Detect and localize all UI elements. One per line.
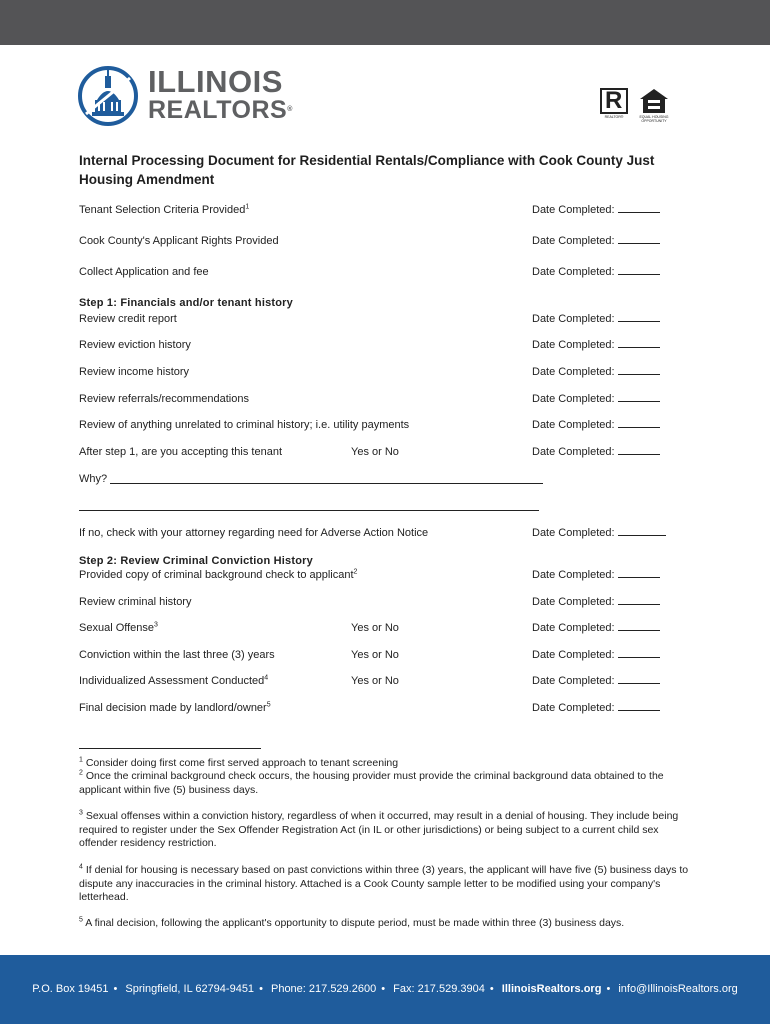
date-completed-field[interactable]: Date Completed: — [532, 674, 660, 688]
footnote-divider — [79, 748, 261, 749]
row-unrelated-history: Review of anything unrelated to criminal history; i.e. utility payments — [79, 419, 410, 431]
step1-heading: Step 1: Financials and/or tenant history — [79, 297, 293, 309]
date-completed-field[interactable]: Date Completed: — [532, 621, 660, 635]
yes-no-choice[interactable]: Yes or No — [351, 622, 399, 634]
equal-housing-caption: EQUAL HOUSING OPPORTUNITY — [639, 115, 669, 123]
row-eviction-history: Review eviction history — [79, 339, 191, 351]
date-completed-field[interactable]: Date Completed: — [532, 701, 660, 715]
date-completed-field[interactable]: Date Completed: — [532, 265, 660, 279]
date-completed-field[interactable]: Date Completed: — [532, 392, 660, 406]
why-label: Why? — [79, 473, 108, 485]
row-income-history: Review income history — [79, 366, 190, 378]
footer-fax: Fax: 217.529.3904 — [393, 983, 485, 995]
date-completed-field[interactable]: Date Completed: — [532, 418, 660, 432]
row-credit-report: Review credit report — [79, 313, 177, 325]
yes-no-choice[interactable]: Yes or No — [351, 649, 399, 661]
row-referrals: Review referrals/recommendations — [79, 393, 249, 405]
footer-website-link[interactable]: IllinoisRealtors.org — [501, 983, 602, 995]
row-review-criminal: Review criminal history — [79, 596, 192, 608]
row-tenant-criteria: Tenant Selection Criteria Provided$^1$ — [79, 203, 250, 216]
date-completed-field[interactable]: Date Completed: — [532, 234, 660, 248]
footer-bar — [0, 955, 770, 1024]
footer-contact: P.O. Box 19451 • Springfield, IL 62794-9451 • Phone: 217.529.2600 • Fax: 217.529.3904 • IllinoisRealtors.org • info@IllinoisRealtors.org — [32, 983, 738, 995]
date-completed-field[interactable]: Date Completed: — [532, 568, 660, 582]
footer-po-box: P.O. Box 19451 — [32, 983, 109, 995]
top-bar — [0, 0, 770, 45]
row-sexual-offense: Sexual Offense$^3$ — [79, 621, 158, 634]
date-completed-field[interactable]: Date Completed: — [532, 526, 666, 540]
logo-wordmark-line2: REALTORS® — [148, 96, 293, 124]
row-collect-application: Collect Application and fee — [79, 266, 209, 278]
footnote-1: $^1$ Consider doing first come first served approach to tenant screening — [79, 756, 399, 769]
realtor-r-badge: R REALTOR® — [600, 88, 628, 120]
document-title: Internal Processing Document for Residential Rentals/Compliance with Cook County Just Housing Amendment — [79, 153, 655, 187]
footer-email-link[interactable]: info@IllinoisRealtors.org — [618, 983, 738, 995]
date-completed-field[interactable]: Date Completed: — [532, 203, 660, 217]
footnote-2: $^2$ Once the criminal background check occurs, the housing provider must provide the criminal background data obtained to the applicant within five (5) business days. — [79, 769, 664, 796]
row-applicant-rights: Cook County's Applicant Rights Provided — [79, 235, 279, 247]
step2-heading: Step 2: Review Criminal Conviction History — [79, 555, 313, 567]
row-individualized-assessment: Individualized Assessment Conducted$^4$ — [79, 674, 269, 687]
why-input-line[interactable] — [110, 483, 543, 484]
realtor-badge-caption: REALTOR® — [604, 115, 624, 119]
footer-city: Springfield, IL 62794-9451 — [125, 983, 255, 995]
row-final-decision: Final decision made by landlord/owner$^5$ — [79, 701, 271, 714]
row-recent-conviction: Conviction within the last three (3) years — [79, 649, 275, 661]
capitol-dome-icon — [78, 64, 142, 128]
date-completed-field[interactable]: Date Completed: — [532, 445, 660, 459]
date-completed-field[interactable]: Date Completed: — [532, 648, 660, 662]
yes-no-choice[interactable]: Yes or No — [351, 446, 399, 458]
row-accepting-tenant: After step 1, are you accepting this tenant — [79, 446, 283, 458]
why-input-line-2[interactable] — [79, 510, 539, 511]
yes-no-choice[interactable]: Yes or No — [351, 675, 399, 687]
date-completed-field[interactable]: Date Completed: — [532, 365, 660, 379]
footnote-3: $^3$ Sexual offenses within a conviction history, regardless of when it occurred, may result in a denial of housing. They include being required to register under the Sex Offender Registration Act (in IL or other jurisdictions) or being subject to a current child sex offender residency restriction. — [79, 809, 679, 849]
date-completed-field[interactable]: Date Completed: — [532, 338, 660, 352]
date-completed-field[interactable]: Date Completed: — [532, 595, 660, 609]
equal-housing-icon — [639, 88, 669, 123]
row-adverse-action: If no, check with your attorney regarding need for Adverse Action Notice — [79, 527, 429, 539]
footnote-4: $^4$ If denial for housing is necessary based on past convictions within three (3) years, the applicant will have five (5) business days to dispute any inaccuracies in the criminal history. Attached is a Cook County sample letter to be modified using your company's letterhead. — [79, 863, 689, 903]
footnote-5: $^5$ A final decision, following the applicant's opportunity to dispute period, must be made within three (3) business days. — [79, 916, 625, 929]
footer-phone: Phone: 217.529.2600 — [270, 983, 377, 995]
date-completed-field[interactable]: Date Completed: — [532, 312, 660, 326]
row-background-copy: Provided copy of criminal background check to applicant$^2$ — [79, 568, 358, 581]
illinois-realtors-logo — [78, 64, 298, 128]
logo-wordmark-line1: ILLINOIS — [148, 64, 283, 99]
